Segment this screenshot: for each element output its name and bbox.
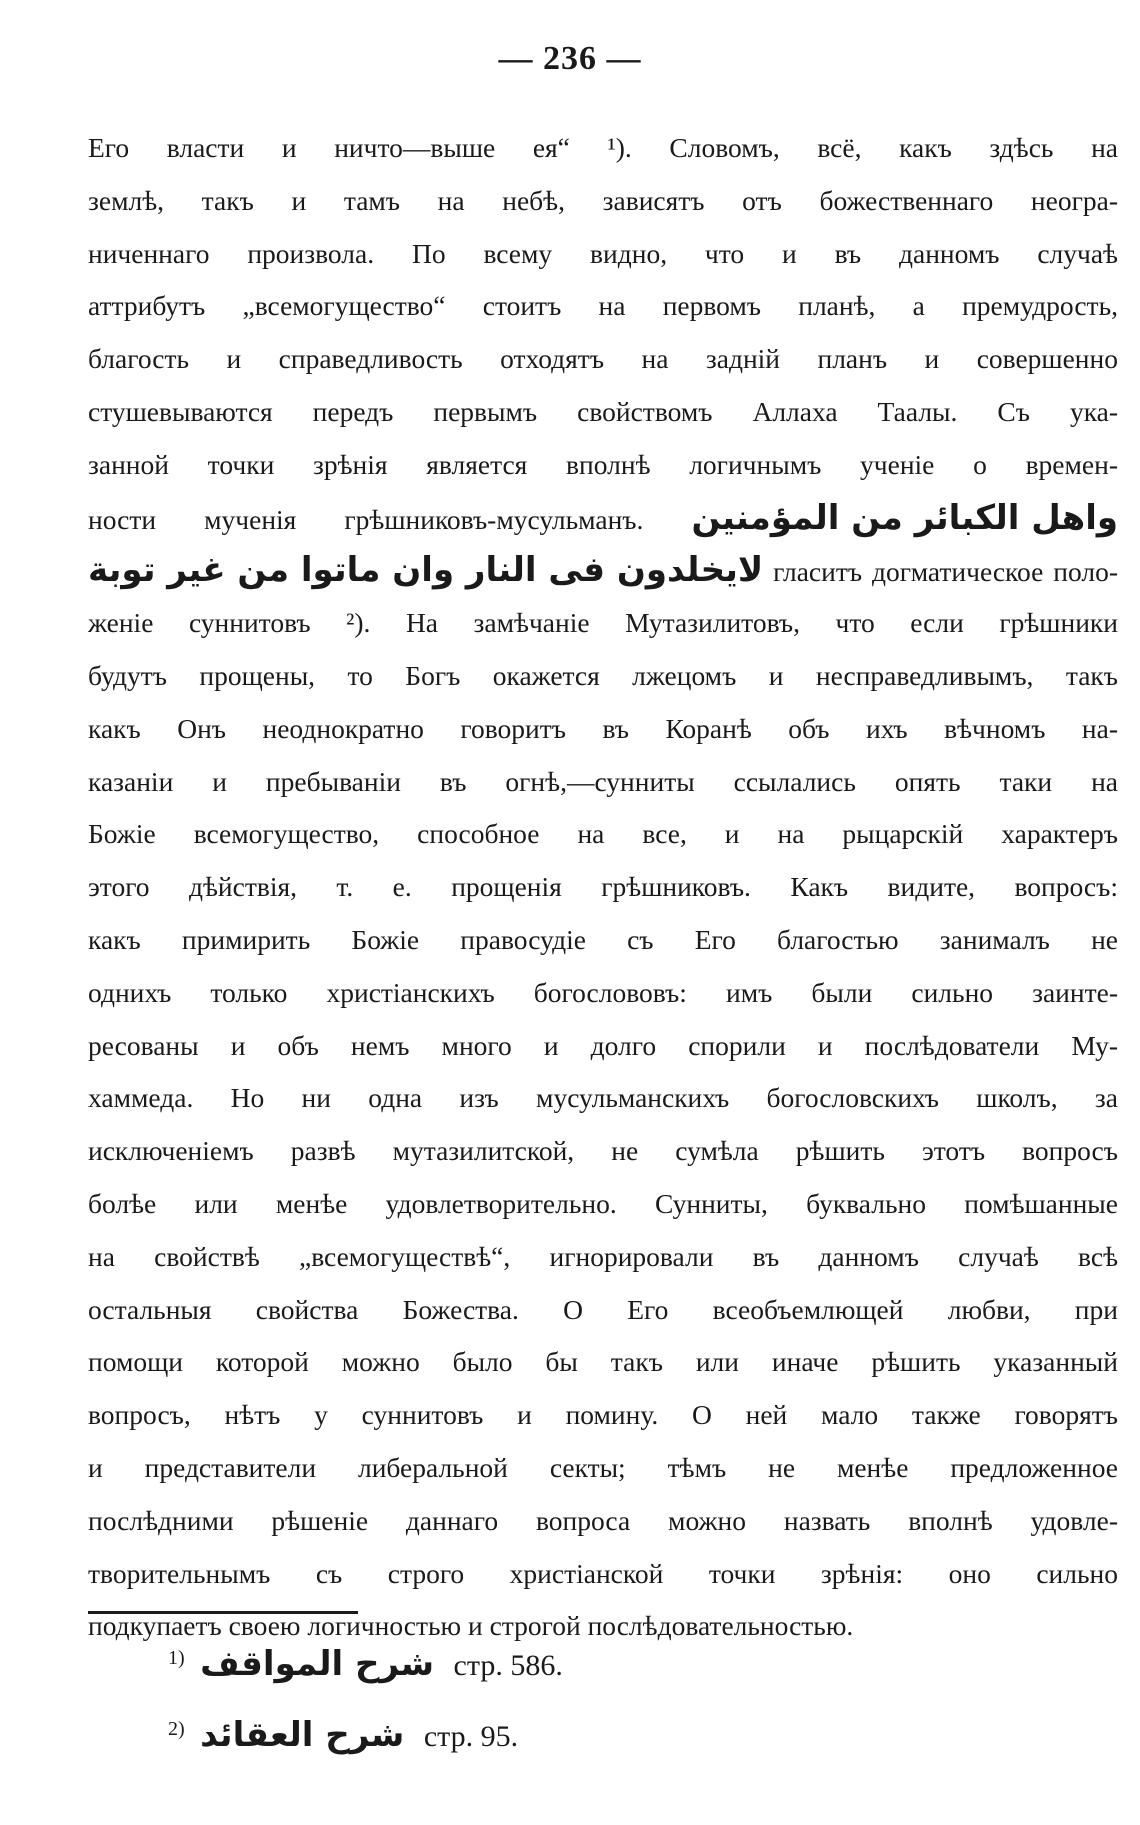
footnote-divider bbox=[88, 1611, 358, 1614]
text-line: будутъ прощены, то Богъ окажется лжецомъ и несправедливымъ, такъ bbox=[88, 659, 1118, 691]
text-line: благость и справедливость отходятъ на задній планъ и совершенно bbox=[88, 343, 1118, 375]
text-line: послѣдними рѣшеніе даннаго вопроса можно назвать вполнѣ удовле- bbox=[88, 1504, 1118, 1536]
footnote-arabic-title: شرح المواقف bbox=[200, 1644, 435, 1684]
footnote-2 bbox=[168, 1706, 518, 1764]
text-line: занной точки зрѣнія является вполнѣ логичнымъ ученіе о времен- bbox=[88, 448, 1118, 480]
text-line: помощи которой можно было бы такъ или иначе рѣшить указанный bbox=[88, 1346, 1118, 1378]
text-line: хаммеда. Но ни одна изъ мусульманскихъ богословскихъ школъ, за bbox=[88, 1082, 1118, 1114]
text-line: этого дѣйствія, т. е. прощенія грѣшниковъ. Какъ видите, вопросъ: bbox=[88, 871, 1118, 903]
text-line: казаніи и пребываніи въ огнѣ,—сунниты ссылались опять таки на bbox=[88, 765, 1118, 797]
text-line: на свойствѣ „всемогуществѣ“, игнорировали въ данномъ случаѣ всѣ bbox=[88, 1240, 1118, 1272]
footnote-1 bbox=[168, 1635, 563, 1693]
footnote-marker: 1) bbox=[168, 1647, 185, 1669]
text-line: болѣе или менѣе удовлетворительно. Сунниты, буквально помѣшанные bbox=[88, 1187, 1118, 1219]
text-line: остальныя свойства Божества. О Его всеобъемлющей любви, при bbox=[88, 1293, 1118, 1325]
text-line: какъ примирить Божіе правосудіе съ Его благостью занималъ не bbox=[88, 923, 1118, 955]
text-line: аттрибутъ „всемогущество“ стоитъ на первомъ планѣ, а премудрость, bbox=[88, 290, 1118, 322]
footnote-page-ref: стр. 95. bbox=[423, 1720, 519, 1753]
line-text: ности мученія грѣшниковъ-мусульманъ. bbox=[88, 503, 644, 535]
body-text bbox=[88, 122, 1118, 1653]
arabic-quote: واهل الكبائر من المؤمنين bbox=[691, 497, 1118, 538]
text-line: вопросъ, нѣтъ у суннитовъ и помину. О ней мало также говорятъ bbox=[88, 1399, 1118, 1431]
page-number: — 236 — bbox=[498, 40, 642, 77]
text-line: исключеніемъ развѣ мутазилитской, не сумѣла рѣшить этотъ вопросъ bbox=[88, 1135, 1118, 1167]
text-line: однихъ только христіанскихъ богослововъ: имъ были сильно заинте- bbox=[88, 976, 1118, 1008]
footnote-marker: 2) bbox=[168, 1718, 185, 1740]
text-line: стушевываются передъ первымъ свойствомъ Аллаха Таалы. Съ ука- bbox=[88, 395, 1118, 427]
footnote-arabic-title: شرح العقائد bbox=[200, 1715, 405, 1755]
text-line-mixed bbox=[88, 492, 1118, 545]
line-text: гласитъ догматическое поло- bbox=[773, 556, 1118, 588]
footnote-page-ref: стр. 586. bbox=[453, 1649, 563, 1682]
text-line: ресованы и объ немъ много и долго спорили и послѣдователи Му- bbox=[88, 1029, 1118, 1061]
text-line-last: подкупаетъ своею логичностью и строгой послѣдовательностью. bbox=[88, 1610, 854, 1642]
text-line: какъ Онъ неоднократно говоритъ въ Коранѣ объ ихъ вѣчномъ на- bbox=[88, 712, 1118, 744]
text-line: Его власти и ничто—выше ея“ ¹). Словомъ, всё, какъ здѣсь на bbox=[88, 132, 1118, 163]
text-line: и представители либеральной секты; тѣмъ не менѣе предложенное bbox=[88, 1451, 1118, 1483]
arabic-quote: لايخلدون فى النار وان ماتوا من غير توبة bbox=[88, 550, 764, 591]
text-line-mixed bbox=[88, 544, 1118, 597]
text-line: Божіе всемогущество, способное на все, и на рыцарскій характеръ bbox=[88, 818, 1118, 850]
text-line: творительнымъ съ строго христіанской точки зрѣнія: оно сильно bbox=[88, 1557, 1118, 1589]
text-line: землѣ, такъ и тамъ на небѣ, зависятъ отъ божественнаго неогра- bbox=[88, 184, 1118, 216]
text-line: женіе суннитовъ ²). На замѣчаніе Мутазилитовъ, что если грѣшники bbox=[88, 607, 1118, 639]
text-line: ниченнаго произвола. По всему видно, что и въ данномъ случаѣ bbox=[88, 237, 1118, 269]
